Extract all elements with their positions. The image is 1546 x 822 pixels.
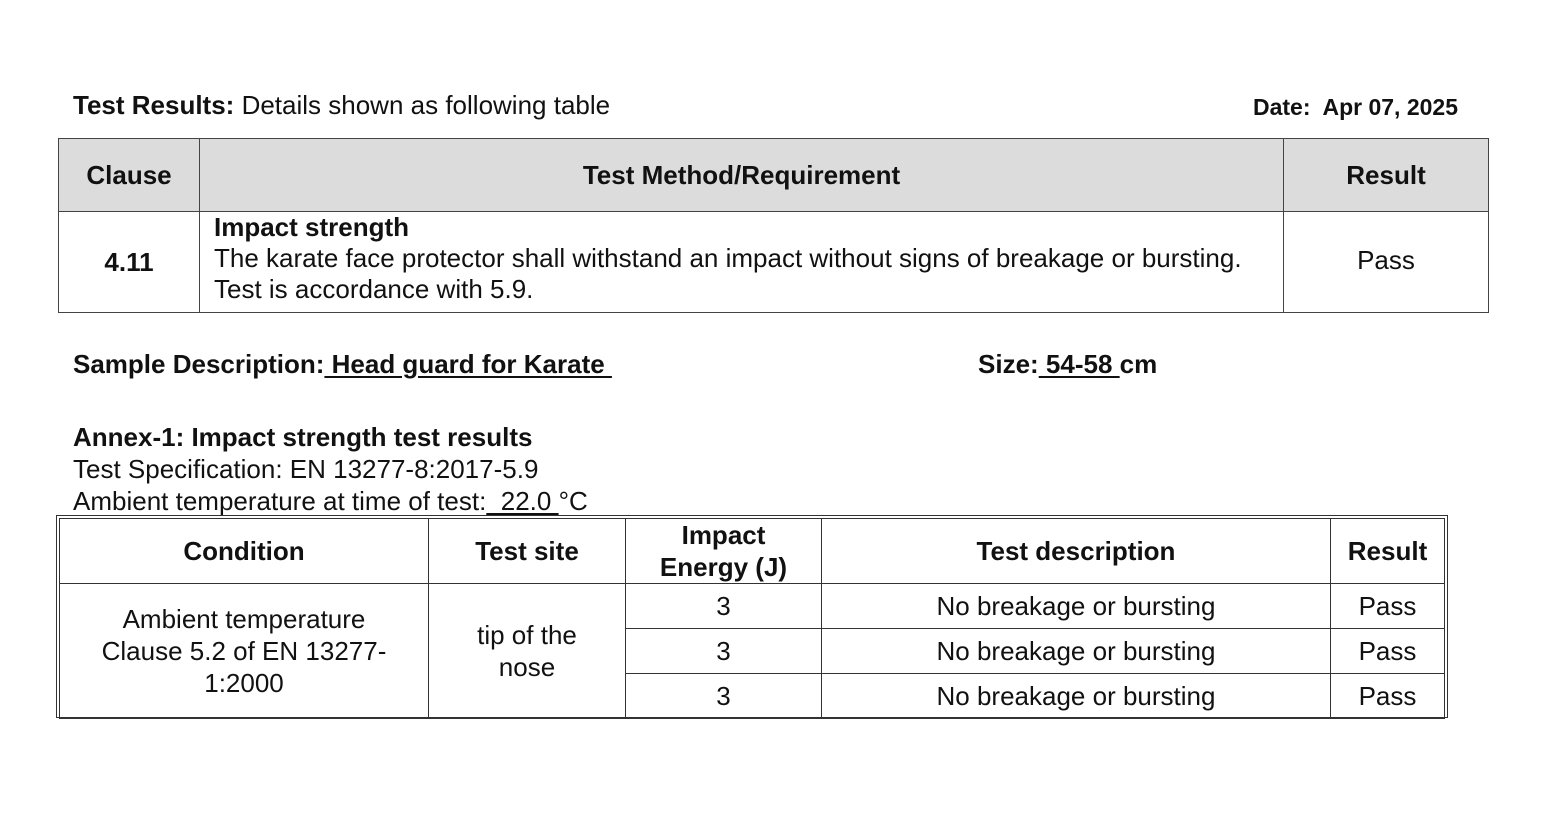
col-header-test-method: Test Method/Requirement <box>200 139 1284 212</box>
date-label: Date: <box>1253 94 1311 120</box>
col-header-clause: Clause <box>59 139 200 212</box>
sample-description <box>73 348 612 380</box>
annex-row <box>60 584 1445 629</box>
requirement-cell <box>200 212 1284 313</box>
annex-result-value: Pass <box>1331 674 1445 719</box>
annex-result-value: Pass <box>1331 584 1445 629</box>
test-description-value: No breakage or bursting <box>822 584 1331 629</box>
test-description-value: No breakage or bursting <box>822 629 1331 674</box>
size-unit: cm <box>1119 349 1158 379</box>
annex-table-frame <box>56 515 1448 718</box>
col-header-test-site: Test site <box>429 519 626 584</box>
clause-number: 4.11 <box>59 212 200 313</box>
condition-cell: Ambient temperature Clause 5.2 of EN 13277-1:2000 <box>60 584 429 719</box>
impact-energy-value: 3 <box>626 674 822 719</box>
annex-spec: Test Specification: EN 13277-8:2017-5.9 <box>73 454 539 484</box>
results-header-row <box>59 139 1489 212</box>
col-header-impact-energy: Impact Energy (J) <box>626 519 822 584</box>
temp-unit: °C <box>558 486 588 516</box>
date-value: Apr 07, 2025 <box>1322 94 1458 120</box>
results-table <box>58 138 1489 313</box>
temp-label: Ambient temperature at time of test: <box>73 486 487 516</box>
annex-title: Annex-1: Impact strength test results <box>73 422 533 452</box>
annex-header-row <box>60 519 1445 584</box>
size-value: 54-58 <box>1038 349 1120 379</box>
sample-size <box>978 348 1157 380</box>
test-results-heading <box>73 89 610 121</box>
test-site-cell: tip of the nose <box>429 584 626 719</box>
requirement-title: Impact strength <box>214 212 410 242</box>
result-value: Pass <box>1284 212 1489 313</box>
test-description-value: No breakage or bursting <box>822 674 1331 719</box>
requirement-text: The karate face protector shall withstand an impact without signs of breakage or bursting. Test is accordance with 5.9. <box>214 243 1242 304</box>
report-date <box>1253 92 1458 122</box>
col-header-result: Result <box>1284 139 1489 212</box>
col-header-condition: Condition <box>60 519 429 584</box>
col-header-test-description: Test description <box>822 519 1331 584</box>
annex-result-value: Pass <box>1331 629 1445 674</box>
test-results-text: Details shown as following table <box>234 90 611 120</box>
size-label: Size: <box>978 349 1039 379</box>
impact-energy-value: 3 <box>626 584 822 629</box>
sample-label: Sample Description: <box>73 349 325 379</box>
annex-temperature <box>73 485 588 517</box>
sample-value: Head guard for Karate <box>324 349 612 379</box>
annex-table <box>59 518 1445 719</box>
col-header-annex-result: Result <box>1331 519 1445 584</box>
results-row <box>59 212 1489 313</box>
test-results-label: Test Results: <box>73 90 235 120</box>
impact-energy-value: 3 <box>626 629 822 674</box>
temp-value: 22.0 <box>486 486 559 516</box>
